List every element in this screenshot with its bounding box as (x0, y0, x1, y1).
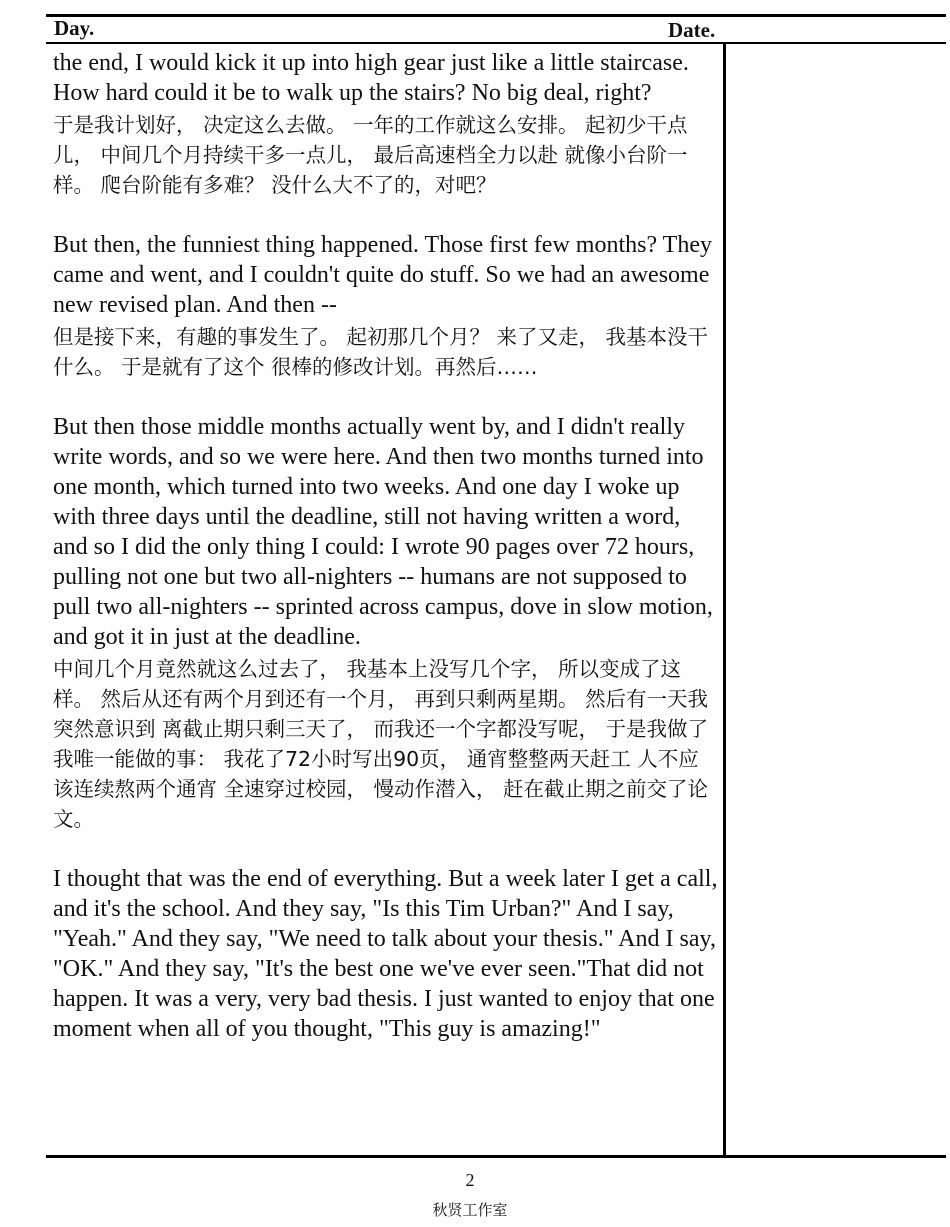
paragraph-1-chinese: 于是我计划好， 决定这么去做。 一年的工作就这么安排。 起初少干点儿， 中间几个月持续干多一点儿， 最后高速档全力以赴 就像小台阶一样。 爬台阶能有多难？ 没什么大不了的，对吧？ (53, 113, 688, 197)
studio-footer: 秋贤工作室 (432, 1201, 508, 1219)
header-top-rule (46, 14, 946, 17)
page-number: 2 (465, 1170, 475, 1190)
page-body (53, 48, 719, 1044)
paragraph-3-chinese: 中间几个月竟然就这么过去了， 我基本上没写几个字， 所以变成了这样。 然后从还有两个月到还有一个月， 再到只剩两星期。 然后有一天我突然意识到 离截止期只剩三天了， 而我还一个字都没写呢， 于是我做了我唯一能做的事： 我花了72小时写出90页， 通宵整整两天赶工 人不应该连续熬两个通宵 全速穿过校园， 慢动作潜入， 赶在截止期之前交了论文。 (53, 657, 709, 831)
date-label: Date. (668, 18, 716, 42)
paragraph-spacer (53, 382, 719, 412)
margin-column-rule (723, 42, 726, 1158)
header-bottom-rule (46, 42, 946, 44)
paragraph-2-english: But then, the funniest thing happened. Those first few months? They came and went, and I couldn't quite do stuff. So we had an awesome new revised plan. And then -- (53, 232, 712, 318)
paragraph-3-english: But then those middle months actually went by, and I didn't really write words, and so we were here. And then two months turned into one month, which turned into two weeks. And one day I woke up with three days until the deadline, still not having written a word, and so I did the only thing I could: I wrote 90 pages over 72 hours, pulling not one but two all-nighters -- humans are not supposed to pull two all-nighters -- sprinted across campus, dove in slow motion, and got it in just at the deadline. (53, 414, 713, 650)
paragraph-1-english: the end, I would kick it up into high gear just like a little staircase. How hard could it be to walk up the stairs? No big deal, right? (53, 50, 689, 106)
footer-rule (46, 1155, 946, 1158)
paragraph-4-english: I thought that was the end of everything. But a week later I get a call, and it's the school. And they say, "Is this Tim Urban?" And I say, "Yeah." And they say, "We need to talk about your thesis." And I say, "OK." And they say, "It's the best one we've ever seen."That did not happen. It was a very, very bad thesis. I just wanted to enjoy that one moment when all of you thought, "This guy is amazing!" (53, 866, 718, 1042)
paragraph-spacer (53, 834, 719, 864)
paragraph-spacer (53, 200, 719, 230)
day-label: Day. (54, 16, 95, 40)
paragraph-2-chinese: 但是接下来，有趣的事发生了。 起初那几个月？ 来了又走， 我基本没干什么。 于是就有了这个 很棒的修改计划。再然后…… (53, 325, 709, 379)
